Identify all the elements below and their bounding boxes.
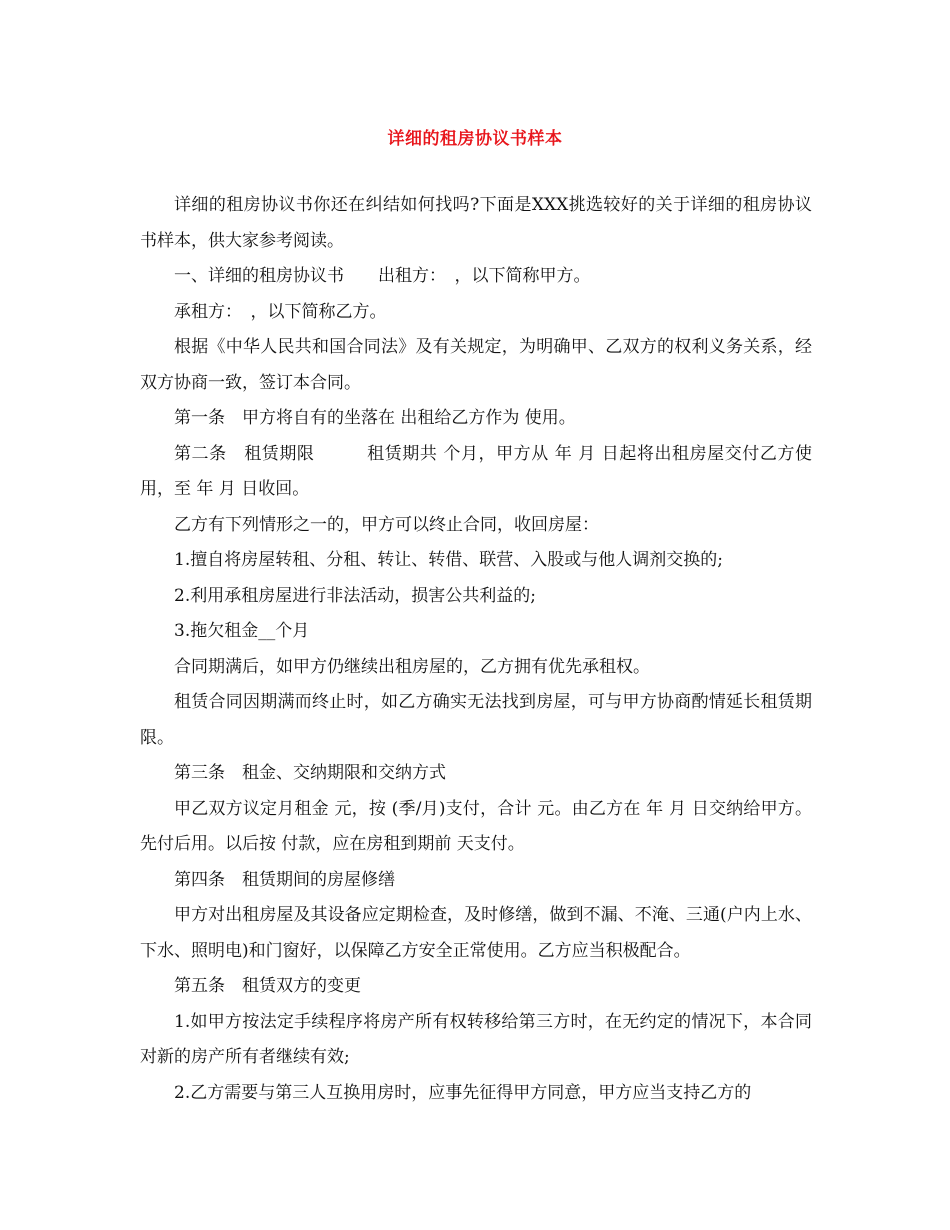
paragraph-item-3: 3.拖欠租金__个月 [174,621,310,641]
paragraph-renewal: 合同期满后，如甲方仍继续出租房屋的，乙方拥有优先承租权。 [174,656,650,677]
paragraph-repairs: 甲方对出租房屋及其设备应定期检查，及时修缮，做到不漏、不淹、三通(户内上水、下水、照明电)和门窗好，以保障乙方安全正常使用。乙方应当积极配合。 [140,905,812,961]
paragraph-termination: 乙方有下列情形之一的，甲方可以终止合同，收回房屋： [174,514,599,535]
document-title: 详细的租房协议书样本 [387,129,563,149]
paragraph-lessee: 承租方： ，以下简称乙方。 [174,301,387,322]
paragraph-item-2: 2.利用承租房屋进行非法活动，损害公共利益的; [174,585,536,606]
paragraph-article-4: 第四条 租赁期间的房屋修缮 [174,869,395,890]
paragraph-change-1: 1.如甲方按法定手续程序将房产所有权转移给第三方时，在无约定的情况下，本合同对新的房产所有者继续有效; [140,1011,812,1067]
paragraph-article-5: 第五条 租赁双方的变更 [174,976,361,996]
paragraph-extension: 租赁合同因期满而终止时，如乙方确实无法找到房屋，可与甲方协商酌情延长租赁期限。 [140,692,812,748]
paragraph-basis: 根据《中华人民共和国合同法》及有关规定，为明确甲、乙双方的权利义务关系，经双方协商一致，签订本合同。 [140,337,812,393]
paragraph-change-2: 2.乙方需要与第三人互换用房时，应事先征得甲方同意，甲方应当支持乙方的 [174,1082,752,1103]
paragraph-intro: 详细的租房协议书你还在纠结如何找吗?下面是XXX挑选较好的关于详细的租房协议书样本，供大家参考阅读。 [140,195,812,251]
paragraph-rent: 甲乙双方议定月租金 元，按 (季/月)支付，合计 元。由乙方在 年 月 日交纳给甲方。先付后用。以后按 付款，应在房租到期前 天支付。 [140,798,812,854]
paragraph-article-2: 第二条 租赁期限 租赁期共 个月，甲方从 年 月 日起将出租房屋交付乙方使用，至 年 月 日收回。 [140,443,812,499]
paragraph-lessor: 一、详细的租房协议书 出租方： ，以下简称甲方。 [174,266,591,286]
paragraph-article-1: 第一条 甲方将自有的坐落在 出租给乙方作为 使用。 [174,408,576,428]
paragraph-item-1: 1.擅自将房屋转租、分租、转让、转借、联营、入股或与他人调剂交换的; [174,550,723,570]
document-body [140,188,812,1111]
paragraph-article-3: 第三条 租金、交纳期限和交纳方式 [174,763,446,783]
